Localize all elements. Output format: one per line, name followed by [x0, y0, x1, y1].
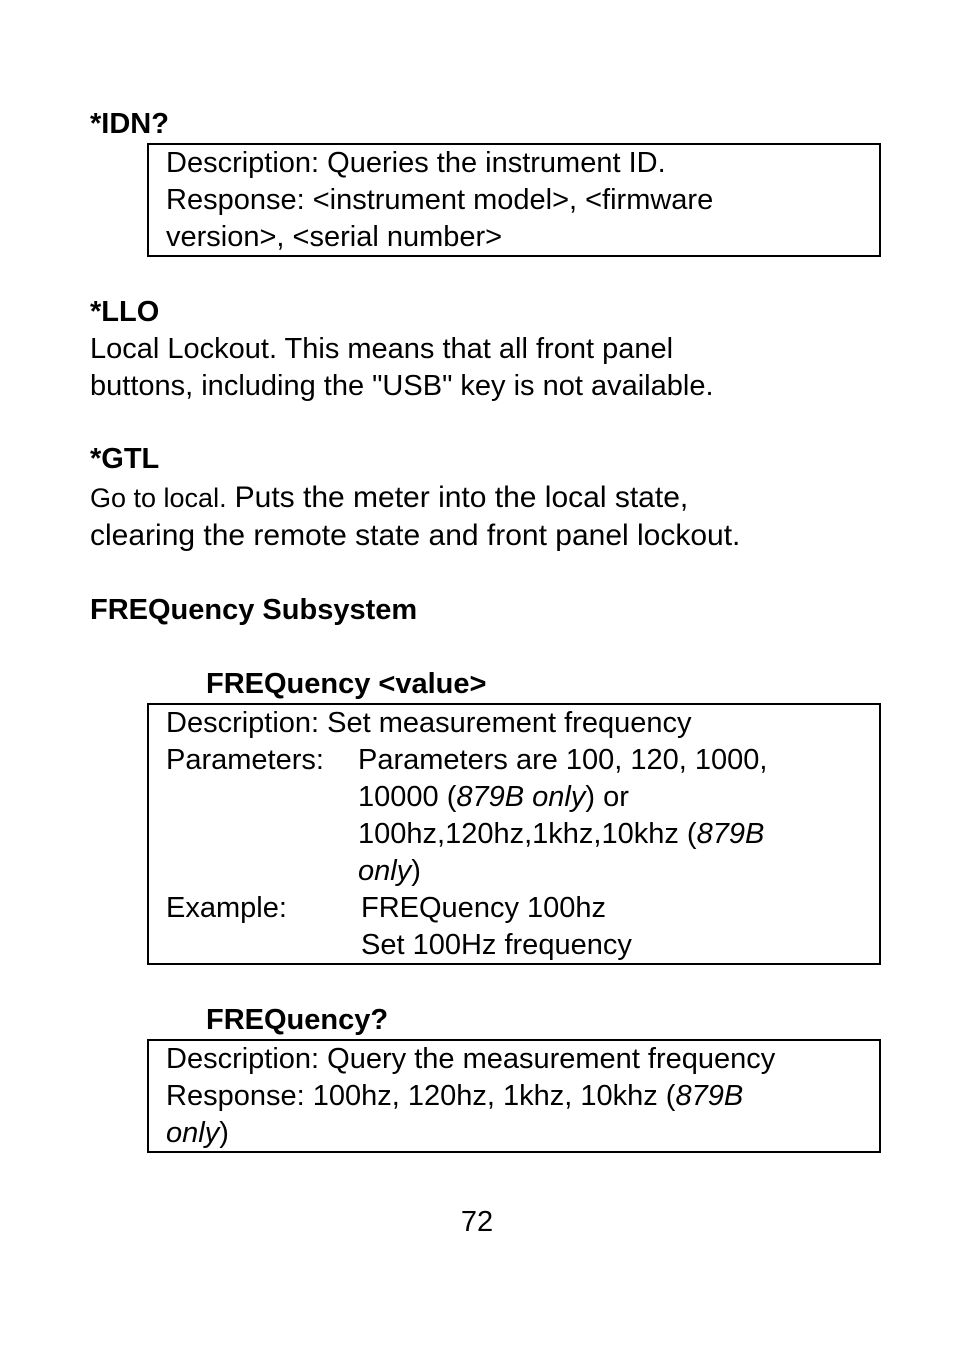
param-2a: 10000 ( [358, 781, 457, 813]
idn-box [147, 143, 881, 257]
param-3a: 100hz,120hz,1khz,10khz ( [358, 818, 697, 850]
frequency-query-description: Description: Query the measurement frequency [166, 1043, 776, 1075]
parameters-line-1: Parameters are 100, 120, 1000, [358, 744, 768, 776]
param-2c: ) or [585, 781, 629, 813]
param-4b: ) [411, 855, 421, 887]
example-label: Example: [166, 892, 287, 924]
llo-text-line-2: buttons, including the "USB" key is not available. [90, 370, 714, 402]
response-a: Response: 100hz, 120hz, 1khz, 10khz ( [166, 1080, 676, 1112]
response-b-italic: 879B [675, 1080, 744, 1112]
frequency-query-box [147, 1039, 881, 1153]
idn-description: Description: Queries the instrument ID. [166, 147, 666, 179]
response-c-italic: only [166, 1117, 220, 1149]
frequency-set-heading: FREQuency <value> [206, 668, 487, 700]
parameters-line-4 [358, 853, 421, 890]
parameters-line-3 [358, 816, 764, 853]
gtl-text-line-2: clearing the remote state and front panel lockout. [90, 519, 741, 552]
example-line-2: Set 100Hz frequency [361, 929, 632, 961]
idn-heading: *IDN? [90, 108, 169, 140]
gtl-description: Puts the meter into the local state, [234, 481, 689, 514]
frequency-query-response-line-2 [166, 1115, 229, 1152]
parameters-label: Parameters: [166, 744, 324, 776]
param-3-italic: 879B [696, 818, 765, 850]
page-number: 72 [460, 1206, 494, 1238]
idn-response-line-2: version>, <serial number> [166, 221, 503, 253]
frequency-query-heading: FREQuency? [206, 1004, 389, 1036]
gtl-go-to-local: Go to local. [90, 483, 227, 513]
param-2-italic: 879B only [456, 781, 586, 813]
gtl-heading: *GTL [90, 443, 160, 475]
gtl-text-line-1 [90, 479, 688, 517]
frequency-query-response-line-1 [166, 1078, 743, 1115]
frequency-subsystem-heading: FREQuency Subsystem [90, 594, 418, 626]
llo-heading: *LLO [90, 296, 160, 328]
llo-text-line-1: Local Lockout. This means that all front panel [90, 333, 674, 365]
parameters-line-2 [358, 779, 629, 816]
response-d: ) [219, 1117, 229, 1149]
frequency-set-description: Description: Set measurement frequency [166, 707, 692, 739]
idn-response-line-1: Response: <instrument model>, <firmware [166, 184, 714, 216]
example-line-1: FREQuency 100hz [361, 892, 607, 924]
frequency-set-box [147, 703, 881, 965]
param-4-italic: only [358, 855, 412, 887]
